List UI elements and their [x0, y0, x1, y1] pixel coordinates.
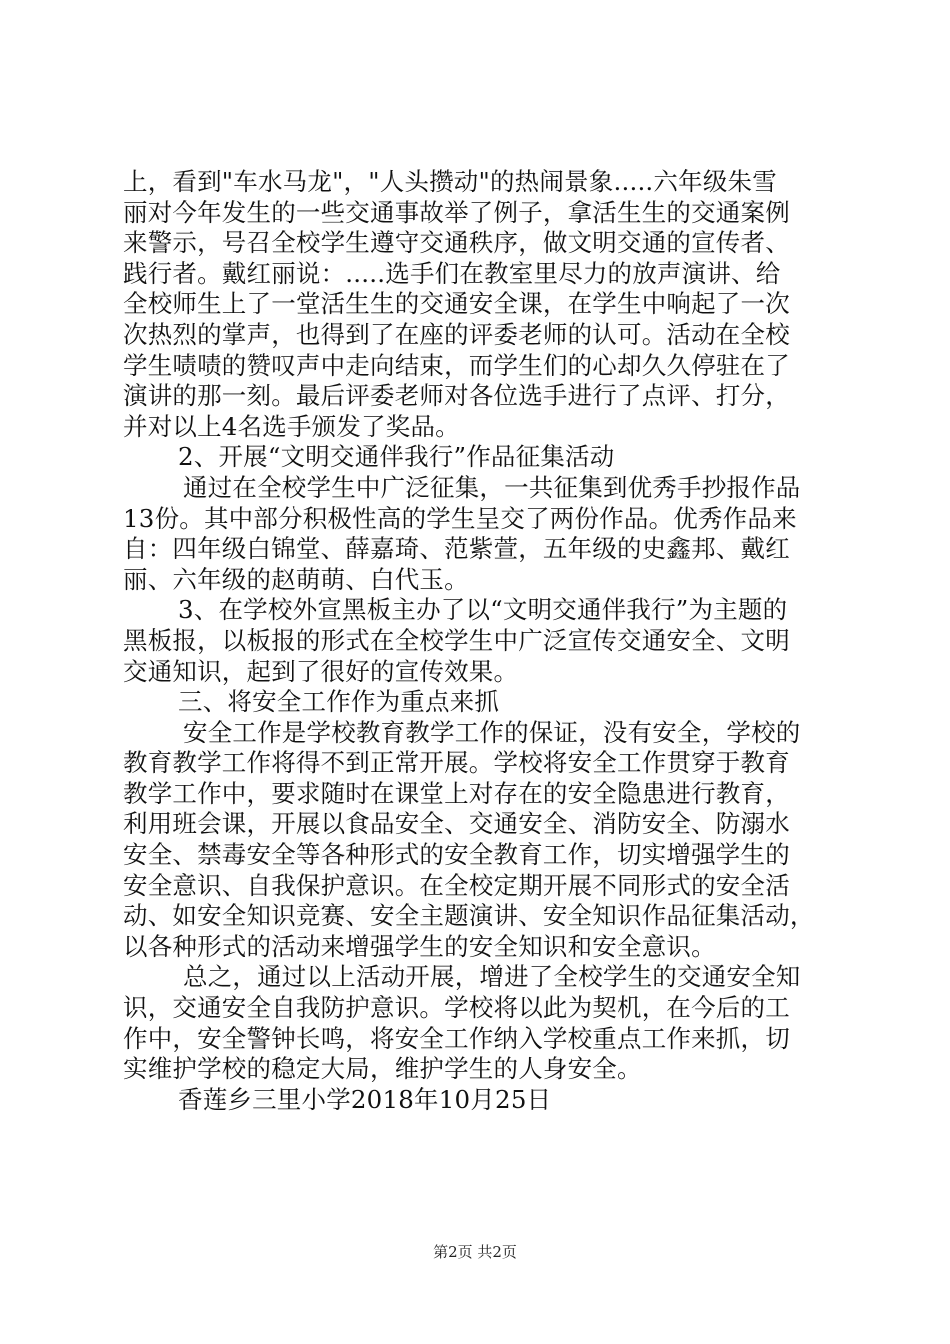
text-line: 丽对今年发生的一些交通事故举了例子，拿活生生的交通案例 [123, 197, 790, 227]
text-line: 演讲的那一刻。最后评委老师对各位选手进行了点评、打分， [123, 381, 790, 411]
text-line: 动、如安全知识竞赛、安全主题演讲、安全知识作品征集活动， [123, 901, 815, 931]
text-line: 次热烈的掌声，也得到了在座的评委老师的认可。活动在全校 [123, 319, 790, 349]
text-line: 黑板报，以板报的形式在全校学生中广泛宣传交通安全、文明 [123, 625, 790, 655]
text-line: 作中，安全警钟长鸣，将安全工作纳入学校重点工作来抓，切 [123, 1023, 790, 1053]
text-line: 来警示，号召全校学生遵守交通秩序，做文明交通的宣传者、 [123, 228, 790, 258]
text-line: 上，看到"车水马龙"，"人头攒动"的热闹景象.....六年级朱雪 [123, 167, 777, 196]
text-line: 识，交通安全自我防护意识。学校将以此为契机，在今后的工 [123, 993, 790, 1023]
text-line: 教育教学工作将得不到正常开展。学校将安全工作贯穿于教育 [123, 748, 790, 778]
page-footer [0, 1242, 950, 1262]
paragraph-start: 总之，通过以上活动开展，增进了全校学生的交通安全知 [183, 962, 801, 992]
text-line: 丽、六年级的赵萌萌、白代玉。 [123, 564, 469, 594]
paragraph-start: 安全工作是学校教育教学工作的保证，没有安全，学校的 [183, 717, 801, 747]
text-line: 13份。其中部分积极性高的学生呈交了两份作品。优秀作品来 [123, 503, 797, 533]
text-line: 以各种形式的活动来增强学生的安全知识和安全意识。 [123, 931, 716, 961]
document-body [123, 167, 843, 1115]
text-line: 全校师生上了一堂活生生的交通安全课，在学生中响起了一次 [123, 289, 790, 319]
section-heading: 3、在学校外宣黑板主办了以“文明交通伴我行”为主题的 [178, 595, 788, 625]
paragraph-start: 通过在全校学生中广泛征集，一共征集到优秀手抄报作品 [183, 472, 801, 502]
text-line: 践行者。戴红丽说：.....选手们在教室里尽力的放声演讲、给 [123, 258, 781, 288]
text-line: 教学工作中，要求随时在课堂上对存在的安全隐患进行教育， [123, 778, 790, 808]
section-heading: 三、将安全工作作为重点来抓 [178, 687, 500, 717]
text-line: 自：四年级白锦堂、薛嘉琦、范紫萱，五年级的史鑫邦、戴红 [123, 534, 790, 564]
section-heading: 2、开展“文明交通伴我行”作品征集活动 [178, 442, 615, 472]
text-line: 利用班会课，开展以食品安全、交通安全、消防安全、防溺水 [123, 809, 790, 839]
text-line: 安全、禁毒安全等各种形式的安全教育工作，切实增强学生的 [123, 840, 790, 870]
text-line: 并对以上4名选手颁发了奖品。 [123, 411, 460, 441]
page-number: 第2页 共2页 [433, 1243, 517, 1261]
signature-line: 香莲乡三里小学2018年10月25日 [178, 1084, 552, 1114]
text-line: 安全意识、自我保护意识。在全校定期开展不同形式的安全活 [123, 870, 790, 900]
text-line: 学生啧啧的赞叹声中走向结束，而学生们的心却久久停驻在了 [123, 350, 790, 380]
text-line: 交通知识，起到了很好的宣传效果。 [123, 656, 519, 686]
text-line: 实维护学校的稳定大局，维护学生的人身安全。 [123, 1054, 642, 1084]
